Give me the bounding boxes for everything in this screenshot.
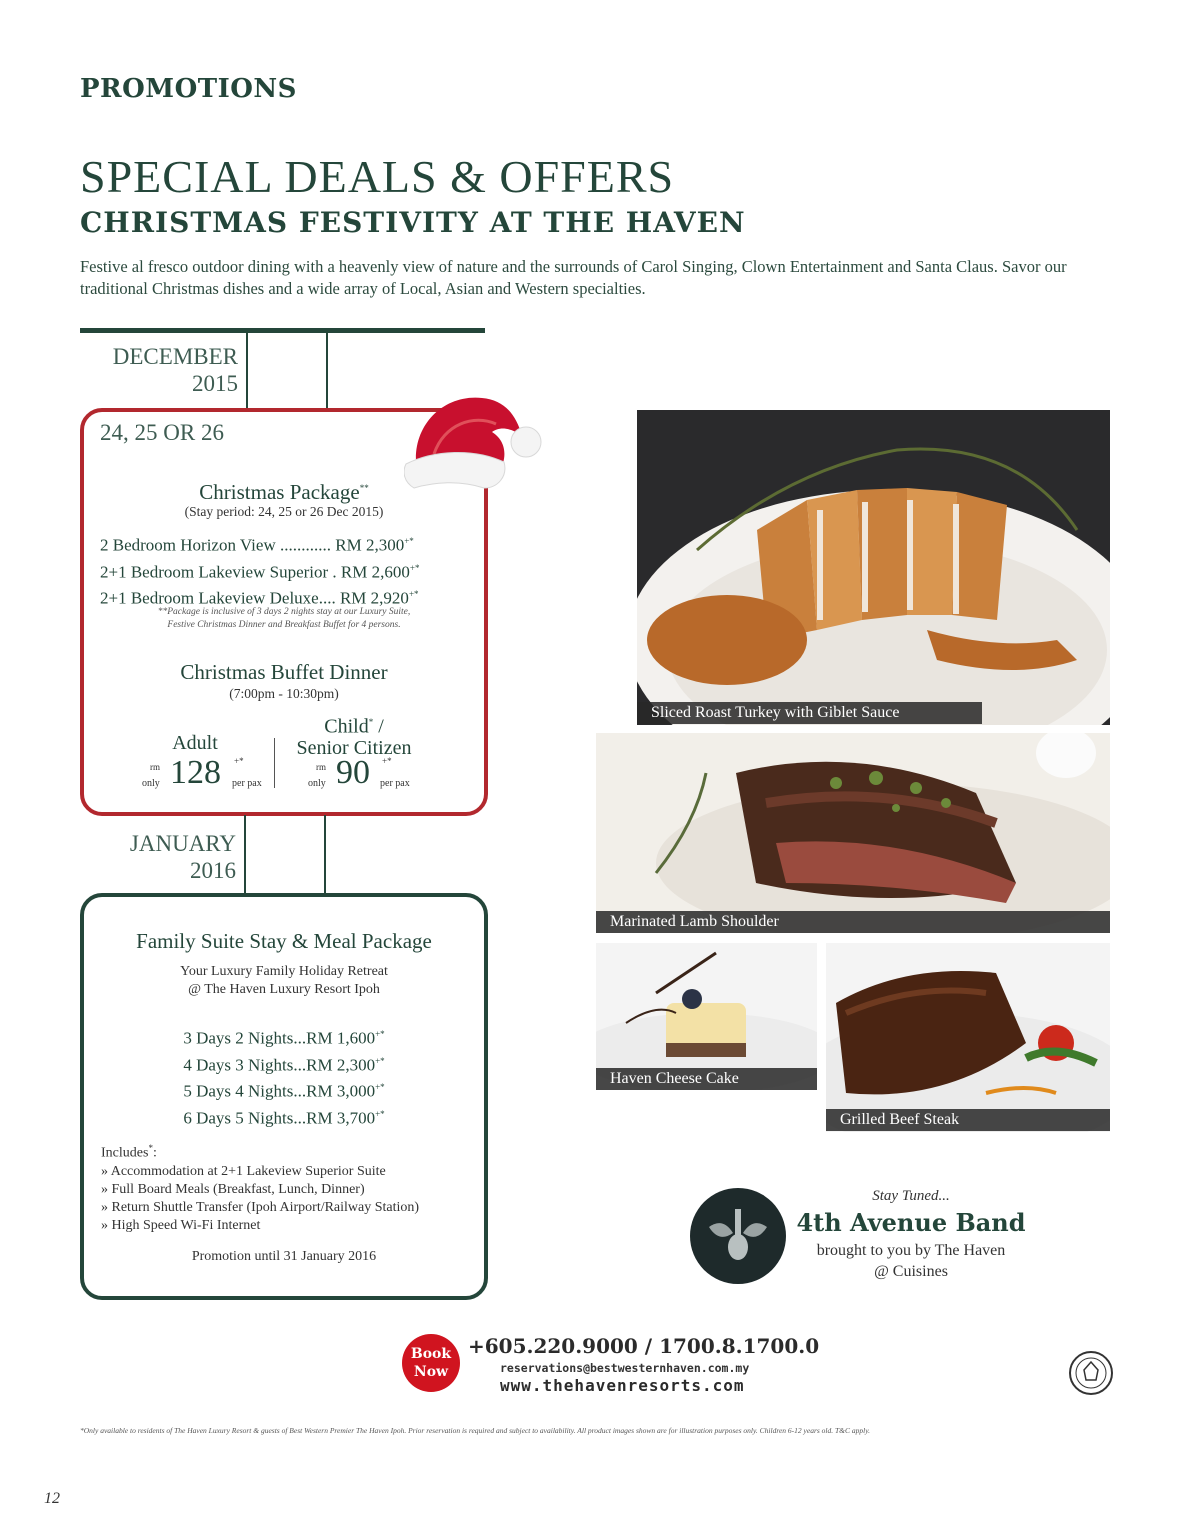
- room-price-row: 2+1 Bedroom Lakeview Superior . RM 2,600+*: [100, 562, 420, 582]
- december-heading: DECEMBER 2015: [112, 344, 238, 396]
- christmas-package-title: Christmas Package**: [199, 480, 369, 504]
- package-note: **Package is inclusive of 3 days 2 nights stay at our Luxury Suite, Festive Christmas Dinner and Breakfast Buffet for 4 persons.: [157, 607, 411, 630]
- includes-list: [101, 1139, 419, 1235]
- timeline-divider: [244, 815, 246, 893]
- band-logo-icon: [689, 1187, 787, 1285]
- timeline-divider: [246, 333, 248, 409]
- family-package-box: [80, 893, 488, 1300]
- stay-price-row: 3 Days 2 Nights...RM 1,600+*: [183, 1028, 385, 1048]
- steak-photo: [826, 943, 1110, 1132]
- fine-print: *Only available to residents of The Haven Luxury Resort & guests of Best Western Premier The Haven Ipoh. Prior reservation is required and subject to availability. All product images shown are for illustration purposes only. Children 6-12 years old. T&C apply.: [80, 1426, 871, 1435]
- turkey-caption: Sliced Roast Turkey with Giblet Sauce: [637, 702, 982, 724]
- page-title: SPECIAL DEALS & OFFERS: [80, 151, 675, 202]
- list-item: » Full Board Meals (Breakfast, Lunch, Dinner): [101, 1181, 365, 1197]
- january-heading: JANUARY 2016: [129, 831, 236, 883]
- timeline-divider: [326, 333, 328, 409]
- child-price: rm only 90 +* per pax: [308, 754, 410, 791]
- includes-label: Includes*:: [101, 1143, 157, 1161]
- list-item: » High Speed Wi-Fi Internet: [101, 1217, 261, 1233]
- turkey-photo: [637, 410, 1110, 725]
- family-package-title: Family Suite Stay & Meal Package: [136, 929, 432, 953]
- cheesecake-caption: Haven Cheese Cake: [596, 1068, 817, 1090]
- phone-number[interactable]: +605.220.9000 / 1700.8.1700.0: [468, 1334, 820, 1358]
- stay-price-row: 6 Days 5 Nights...RM 3,700+*: [183, 1108, 385, 1128]
- room-price-list: [100, 530, 419, 610]
- band-name: 4th Avenue Band: [796, 1208, 1026, 1237]
- christmas-dates: 24, 25 OR 26: [100, 420, 224, 445]
- stay-price-list: [84, 1023, 484, 1130]
- buffet-time: (7:00pm - 10:30pm): [229, 686, 339, 701]
- adult-label: Adult: [172, 732, 218, 754]
- page-number: 12: [44, 1490, 60, 1507]
- stay-price-row: 4 Days 3 Nights...RM 2,300+*: [183, 1055, 385, 1075]
- list-item: » Accommodation at 2+1 Lakeview Superior Suite: [101, 1163, 386, 1179]
- list-item: » Return Shuttle Transfer (Ipoh Airport/Railway Station): [101, 1199, 420, 1215]
- stay-period: (Stay period: 24, 25 or 26 Dec 2015): [184, 504, 384, 519]
- lamb-photo: [596, 733, 1110, 933]
- santa-hat-icon: [404, 384, 544, 496]
- intro-paragraph: Festive al fresco outdoor dining with a heavenly view of nature and the surrounds of Carol Singing, Clown Entertainment and Santa Claus. Savor our traditional Christmas dishes and a wide array of Local, Asian and Western specialties.: [80, 257, 1067, 298]
- buffet-title: Christmas Buffet Dinner: [180, 660, 388, 684]
- turkey-image: [637, 410, 1110, 725]
- section-label: PROMOTIONS: [80, 74, 297, 104]
- email-link[interactable]: reservations@bestwesternhaven.com.my: [500, 1361, 750, 1375]
- halal-seal-icon: [1068, 1350, 1114, 1396]
- child-label: Child* / Senior Citizen: [296, 715, 412, 759]
- steak-image: [826, 943, 1110, 1132]
- cheesecake-photo: [596, 943, 817, 1090]
- website-link[interactable]: www.thehavenresorts.com: [500, 1376, 745, 1395]
- room-price-row: 2+1 Bedroom Lakeview Deluxe.... RM 2,920+*: [100, 588, 419, 608]
- stay-tuned: Stay Tuned...: [872, 1188, 950, 1204]
- band-credit: brought to you by The Haven @ Cuisines: [816, 1242, 1006, 1280]
- adult-price: rm only 128 +* per pax: [142, 754, 262, 791]
- page-subtitle: CHRISTMAS FESTIVITY AT THE HAVEN: [80, 206, 746, 239]
- room-price-row: 2 Bedroom Horizon View ............ RM 2,300+*: [100, 535, 414, 555]
- lamb-caption: Marinated Lamb Shoulder: [596, 911, 1110, 933]
- book-now-button[interactable]: Book Now: [402, 1334, 460, 1392]
- steak-caption: Grilled Beef Steak: [826, 1109, 1110, 1131]
- family-tagline: Your Luxury Family Holiday Retreat @ The Haven Luxury Resort Ipoh: [180, 964, 388, 997]
- timeline-top-rule: [80, 328, 485, 333]
- lamb-image: [596, 733, 1110, 933]
- promotion-until: Promotion until 31 January 2016: [191, 1249, 377, 1264]
- stay-price-row: 5 Days 4 Nights...RM 3,000+*: [183, 1081, 385, 1101]
- timeline-divider: [324, 815, 326, 893]
